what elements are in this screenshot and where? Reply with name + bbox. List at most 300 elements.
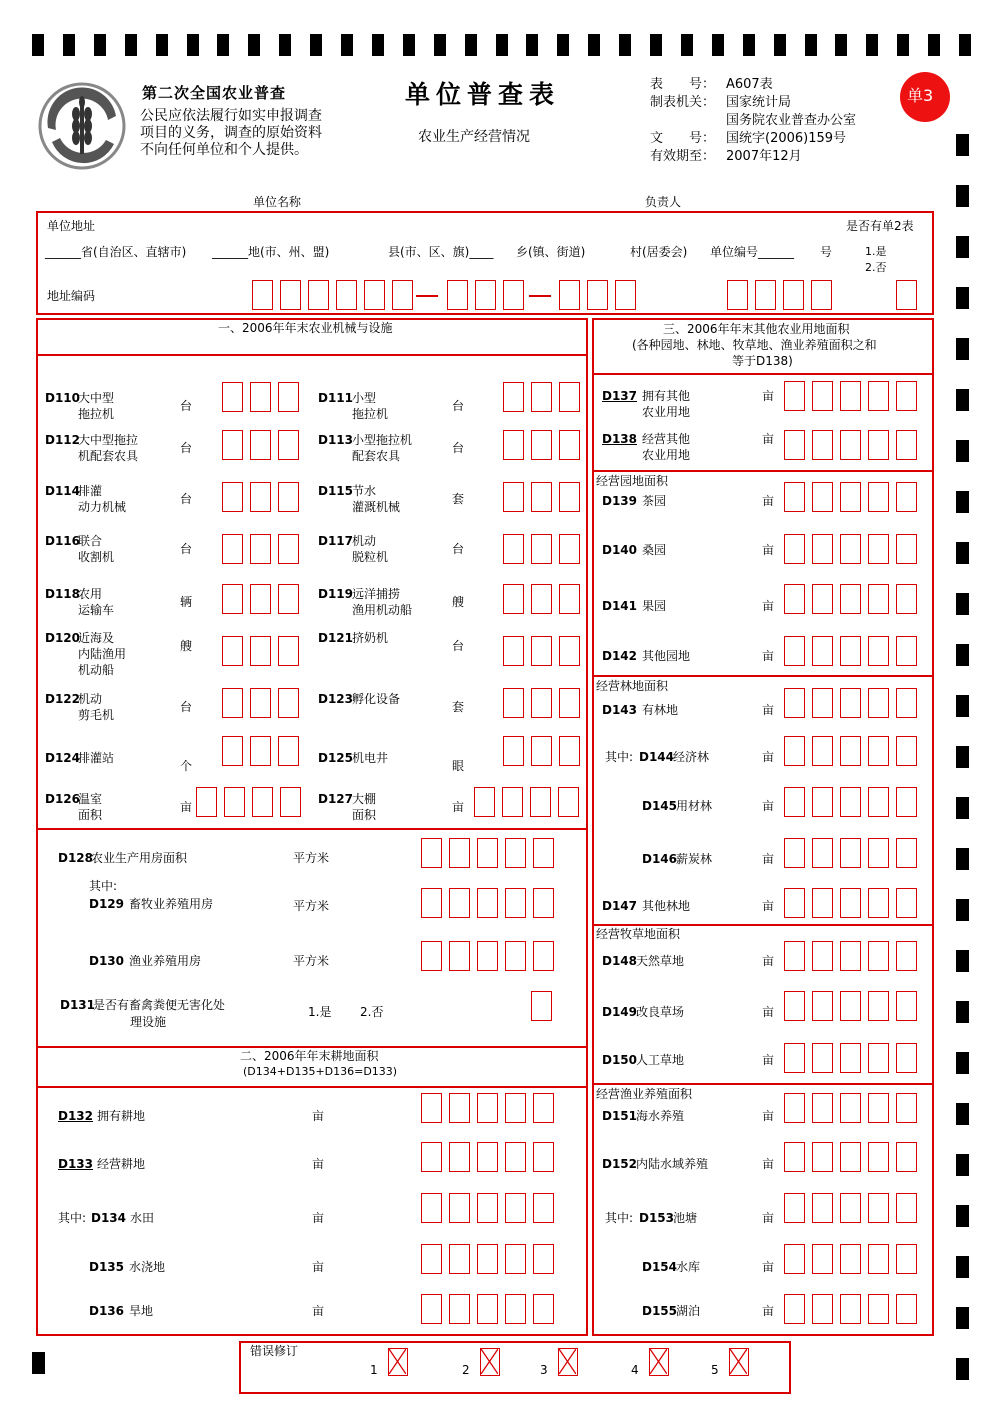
error-revision-box-5[interactable] <box>729 1348 749 1376</box>
legal-line-3: 不向任何单位和个人提供。 <box>140 142 308 158</box>
row-d120-digit-1[interactable] <box>222 636 243 666</box>
row-d137-digit-5[interactable] <box>896 381 917 411</box>
row-d142-digit-5[interactable] <box>896 636 917 666</box>
row-d145-digit-1[interactable] <box>784 787 805 817</box>
row-d144-code: D144 <box>639 750 675 764</box>
address-prefecture[interactable]: ______地(市、州、盟) <box>212 245 330 259</box>
form-subtitle: 农业生产经营情况 <box>418 129 530 145</box>
row-d142-unit: 亩 <box>762 649 775 663</box>
row-d154-digit-1[interactable] <box>784 1244 805 1274</box>
row-d146-label: 薪炭林 <box>676 852 713 866</box>
row-d139-digit-5[interactable] <box>896 482 917 512</box>
row-d135-digit-1[interactable] <box>421 1244 442 1274</box>
row-d129-digit-1[interactable] <box>421 888 442 918</box>
row-d124-digit-2[interactable] <box>250 736 271 766</box>
row-d146-digit-1[interactable] <box>784 838 805 868</box>
row-d152-digit-2[interactable] <box>812 1142 833 1172</box>
row-d141-digit-2[interactable] <box>812 584 833 614</box>
row-d137-digit-1[interactable] <box>784 381 805 411</box>
row-d127-digit-2[interactable] <box>502 787 523 817</box>
postcode-part1-digit-4[interactable] <box>336 280 357 310</box>
row-d138-digit-4[interactable] <box>868 430 889 460</box>
row-d141-digit-3[interactable] <box>840 584 861 614</box>
row-d142-digit-3[interactable] <box>840 636 861 666</box>
row-d145-label: 用材林 <box>676 799 713 813</box>
timing-mark <box>956 1256 969 1278</box>
row-d133-digit-4[interactable] <box>505 1142 526 1172</box>
row-d112-digit-3[interactable] <box>278 430 299 460</box>
row-d138-digit-2[interactable] <box>812 430 833 460</box>
row-d126-digit-1[interactable] <box>196 787 217 817</box>
postcode-part3-digit-2[interactable] <box>587 280 608 310</box>
row-d129-digit-3[interactable] <box>477 888 498 918</box>
row-d116-digit-2[interactable] <box>250 534 271 564</box>
row-d131-code: D131 <box>60 998 96 1012</box>
row-d144-label: 经济林 <box>673 750 710 764</box>
row-d113-digit-2[interactable] <box>531 430 552 460</box>
row-d113-unit: 台 <box>452 441 465 455</box>
row-d151-digit-1[interactable] <box>784 1093 805 1123</box>
row-d141-digit-5[interactable] <box>896 584 917 614</box>
timing-mark <box>959 34 971 56</box>
meta-row-1 <box>650 76 856 94</box>
row-d144-digit-1[interactable] <box>784 736 805 766</box>
row-d124-digit-1[interactable] <box>222 736 243 766</box>
row-d121-label: 挤奶机 <box>352 631 389 645</box>
row-d151-digit-4[interactable] <box>868 1093 889 1123</box>
row-d154-digit-4[interactable] <box>868 1244 889 1274</box>
timing-mark <box>956 185 969 207</box>
postcode-part2-digit-2[interactable] <box>475 280 496 310</box>
row-d151-digit-2[interactable] <box>812 1093 833 1123</box>
row-d136-digit-3[interactable] <box>477 1294 498 1324</box>
row-d147-digit-3[interactable] <box>840 888 861 918</box>
row-d142-digit-4[interactable] <box>868 636 889 666</box>
row-d143-digit-3[interactable] <box>840 688 861 718</box>
row-d148-unit: 亩 <box>762 954 775 968</box>
row-d122-label: 机动 <box>78 692 103 706</box>
row-d120-unit: 艘 <box>180 639 193 653</box>
sec3-grass-divider <box>592 924 934 926</box>
row-d140-digit-4[interactable] <box>868 534 889 564</box>
row-d150-digit-1[interactable] <box>784 1043 805 1073</box>
row-d139-digit-3[interactable] <box>840 482 861 512</box>
postcode-part1-digit-5[interactable] <box>364 280 385 310</box>
row-d116-label-2: 收割机 <box>78 550 115 564</box>
error-revision-box-1[interactable] <box>388 1348 408 1376</box>
row-d149-digit-1[interactable] <box>784 991 805 1021</box>
row-d155-unit: 亩 <box>762 1304 775 1318</box>
row-d133-digit-2[interactable] <box>449 1142 470 1172</box>
row-d120-digit-3[interactable] <box>278 636 299 666</box>
row-d121-unit: 台 <box>452 639 465 653</box>
row-d140-unit: 亩 <box>762 543 775 557</box>
timing-mark <box>156 34 168 56</box>
row-d116-unit: 台 <box>180 542 193 556</box>
error-revision-box-4[interactable] <box>649 1348 669 1376</box>
row-d115-label-2: 灌溉机械 <box>352 500 401 514</box>
row-d117-digit-3[interactable] <box>559 534 580 564</box>
row-d148-digit-4[interactable] <box>868 941 889 971</box>
unit-number-digit-1[interactable] <box>727 280 748 310</box>
postcode-part2-digit-3[interactable] <box>503 280 524 310</box>
row-d111-digit-2[interactable] <box>531 382 552 412</box>
row-d129-prefix: 其中: <box>89 879 118 893</box>
row-d138-digit-3[interactable] <box>840 430 861 460</box>
row-d143-digit-4[interactable] <box>868 688 889 718</box>
row-d129-digit-5[interactable] <box>533 888 554 918</box>
row-d128-digit-3[interactable] <box>477 838 498 868</box>
row-d149-digit-4[interactable] <box>868 991 889 1021</box>
row-d118-digit-1[interactable] <box>222 584 243 614</box>
row-d125-digit-2[interactable] <box>531 736 552 766</box>
unit-number-digit-3[interactable] <box>783 280 804 310</box>
row-d126-digit-3[interactable] <box>252 787 273 817</box>
row-d148-digit-1[interactable] <box>784 941 805 971</box>
timing-mark <box>774 34 786 56</box>
row-d146-digit-3[interactable] <box>840 838 861 868</box>
timing-mark <box>619 34 631 56</box>
row-d135-digit-3[interactable] <box>477 1244 498 1274</box>
row-d117-code: D117 <box>318 534 354 548</box>
row-d147-digit-5[interactable] <box>896 888 917 918</box>
row-d120-code: D120 <box>45 631 81 645</box>
row-d153-digit-2[interactable] <box>812 1193 833 1223</box>
sec3-title-divider <box>592 373 934 375</box>
row-d127-digit-4[interactable] <box>558 787 579 817</box>
row-d118-digit-2[interactable] <box>250 584 271 614</box>
row-d155-digit-3[interactable] <box>840 1294 861 1324</box>
unit-number[interactable]: 单位编号______ <box>710 245 795 259</box>
row-d115-digit-2[interactable] <box>531 482 552 512</box>
unit-name-label: 单位名称 <box>253 195 302 209</box>
row-d126-digit-4[interactable] <box>280 787 301 817</box>
postcode-part1-digit-1[interactable] <box>252 280 273 310</box>
row-d154-unit: 亩 <box>762 1260 775 1274</box>
postcode-part3-digit-1[interactable] <box>559 280 580 310</box>
timing-mark <box>681 34 693 56</box>
row-d124-unit: 个 <box>180 759 193 773</box>
row-d137-unit: 亩 <box>762 389 775 403</box>
row-d153-digit-3[interactable] <box>840 1193 861 1223</box>
timing-mark <box>650 34 662 56</box>
row-d140-digit-1[interactable] <box>784 534 805 564</box>
row-d128-code: D128 <box>58 851 94 865</box>
timing-mark <box>557 34 569 56</box>
row-d154-digit-3[interactable] <box>840 1244 861 1274</box>
postcode-part1-digit-2[interactable] <box>280 280 301 310</box>
row-d119-code: D119 <box>318 587 354 601</box>
row-d130-digit-1[interactable] <box>421 941 442 971</box>
row-d129-digit-4[interactable] <box>505 888 526 918</box>
row-d113-label: 小型拖拉机 <box>352 433 413 447</box>
row-d137-digit-3[interactable] <box>840 381 861 411</box>
row-d151-digit-5[interactable] <box>896 1093 917 1123</box>
row-d150-digit-5[interactable] <box>896 1043 917 1073</box>
row-d152-digit-3[interactable] <box>840 1142 861 1172</box>
row-d130-digit-4[interactable] <box>505 941 526 971</box>
row-d136-digit-2[interactable] <box>449 1294 470 1324</box>
row-d155-digit-5[interactable] <box>896 1294 917 1324</box>
row-d113-digit-3[interactable] <box>559 430 580 460</box>
row-d123-digit-3[interactable] <box>559 688 580 718</box>
row-d137-digit-2[interactable] <box>812 381 833 411</box>
row-d143-digit-5[interactable] <box>896 688 917 718</box>
row-d155-digit-4[interactable] <box>868 1294 889 1324</box>
row-d113-digit-1[interactable] <box>503 430 524 460</box>
address-township[interactable]: 乡(镇、街道) <box>516 245 586 259</box>
row-d134-digit-1[interactable] <box>421 1193 442 1223</box>
row-d128-digit-1[interactable] <box>421 838 442 868</box>
form-title: 单位普查表 <box>405 80 561 109</box>
row-d122-digit-2[interactable] <box>250 688 271 718</box>
row-d127-digit-3[interactable] <box>530 787 551 817</box>
row-d148-digit-3[interactable] <box>840 941 861 971</box>
row-d148-digit-5[interactable] <box>896 941 917 971</box>
row-d112-digit-1[interactable] <box>222 430 243 460</box>
row-d138-digit-5[interactable] <box>896 430 917 460</box>
row-d114-digit-3[interactable] <box>278 482 299 512</box>
row-d144-unit: 亩 <box>762 750 775 764</box>
row-d110-digit-3[interactable] <box>278 382 299 412</box>
row-d154-digit-5[interactable] <box>896 1244 917 1274</box>
row-d140-digit-3[interactable] <box>840 534 861 564</box>
row-d150-digit-4[interactable] <box>868 1043 889 1073</box>
timing-mark <box>187 34 199 56</box>
row-d152-digit-5[interactable] <box>896 1142 917 1172</box>
row-d141-digit-1[interactable] <box>784 584 805 614</box>
row-d128-digit-5[interactable] <box>533 838 554 868</box>
row-d112-label-2: 机配套农具 <box>78 449 139 463</box>
row-d150-digit-2[interactable] <box>812 1043 833 1073</box>
row-d144-digit-5[interactable] <box>896 736 917 766</box>
form-badge-text: 单3 <box>907 86 934 105</box>
timing-mark <box>956 746 969 768</box>
timing-mark <box>956 848 969 870</box>
row-d149-digit-3[interactable] <box>840 991 861 1021</box>
row-d137-label: 拥有其他 <box>642 389 691 403</box>
has-form2-label: 是否有单2表 <box>846 219 914 233</box>
timing-mark <box>956 1154 969 1176</box>
row-d134-digit-5[interactable] <box>533 1193 554 1223</box>
row-d151-unit: 亩 <box>762 1109 775 1123</box>
row-d155-digit-1[interactable] <box>784 1294 805 1324</box>
row-d141-digit-4[interactable] <box>868 584 889 614</box>
timing-mark <box>125 34 137 56</box>
row-d123-label: 孵化设备 <box>352 692 401 706</box>
row-d130-digit-3[interactable] <box>477 941 498 971</box>
row-d120-digit-2[interactable] <box>250 636 271 666</box>
row-d147-digit-4[interactable] <box>868 888 889 918</box>
row-d118-digit-3[interactable] <box>278 584 299 614</box>
row-d122-code: D122 <box>45 692 81 706</box>
row-d148-digit-2[interactable] <box>812 941 833 971</box>
row-d117-digit-1[interactable] <box>503 534 524 564</box>
row-d144-digit-4[interactable] <box>868 736 889 766</box>
row-d132-digit-1[interactable] <box>421 1093 442 1123</box>
row-d150-label: 人工草地 <box>636 1053 685 1067</box>
row-d114-digit-1[interactable] <box>222 482 243 512</box>
row-d128-digit-4[interactable] <box>505 838 526 868</box>
row-d115-digit-3[interactable] <box>559 482 580 512</box>
row-d114-unit: 台 <box>180 492 193 506</box>
row-d139-digit-4[interactable] <box>868 482 889 512</box>
address-village[interactable]: 村(居委会) <box>630 245 688 259</box>
row-d122-digit-3[interactable] <box>278 688 299 718</box>
timing-mark <box>341 34 353 56</box>
address-county[interactable]: 县(市、区、旗)____ <box>388 245 494 259</box>
row-d152-digit-1[interactable] <box>784 1142 805 1172</box>
row-d130-digit-5[interactable] <box>533 941 554 971</box>
row-d142-digit-1[interactable] <box>784 636 805 666</box>
row-d132-digit-4[interactable] <box>505 1093 526 1123</box>
row-d116-digit-3[interactable] <box>278 534 299 564</box>
row-d119-digit-3[interactable] <box>559 584 580 614</box>
row-d155-digit-2[interactable] <box>812 1294 833 1324</box>
error-revision-box-3[interactable] <box>558 1348 578 1376</box>
row-d145-digit-5[interactable] <box>896 787 917 817</box>
row-d131-digit-1[interactable] <box>531 991 552 1021</box>
timing-mark <box>279 34 291 56</box>
timing-mark <box>465 34 477 56</box>
unit-number-digit-4[interactable] <box>811 280 832 310</box>
row-d146-digit-5[interactable] <box>896 838 917 868</box>
row-d121-digit-3[interactable] <box>559 636 580 666</box>
row-d125-digit-1[interactable] <box>503 736 524 766</box>
row-d147-digit-1[interactable] <box>784 888 805 918</box>
row-d119-digit-2[interactable] <box>531 584 552 614</box>
row-d111-digit-1[interactable] <box>503 382 524 412</box>
row-d139-digit-2[interactable] <box>812 482 833 512</box>
row-d143-digit-1[interactable] <box>784 688 805 718</box>
row-d116-digit-1[interactable] <box>222 534 243 564</box>
row-d153-digit-4[interactable] <box>868 1193 889 1223</box>
row-d137-digit-4[interactable] <box>868 381 889 411</box>
row-d112-label: 大中型拖拉 <box>78 433 139 447</box>
timing-mark <box>956 797 969 819</box>
row-d123-digit-1[interactable] <box>503 688 524 718</box>
row-d132-digit-5[interactable] <box>533 1093 554 1123</box>
postcode-part1-digit-6[interactable] <box>392 280 413 310</box>
timing-mark <box>248 34 260 56</box>
row-d117-digit-2[interactable] <box>531 534 552 564</box>
timing-mark <box>956 389 969 411</box>
row-d139-digit-1[interactable] <box>784 482 805 512</box>
row-d110-digit-1[interactable] <box>222 382 243 412</box>
row-d134-digit-3[interactable] <box>477 1193 498 1223</box>
row-d134-digit-2[interactable] <box>449 1193 470 1223</box>
row-d111-label-2: 拖拉机 <box>352 407 389 421</box>
row-d144-digit-3[interactable] <box>840 736 861 766</box>
row-d110-digit-2[interactable] <box>250 382 271 412</box>
row-d110-unit: 台 <box>180 399 193 413</box>
timing-mark <box>956 338 969 360</box>
row-d133-digit-5[interactable] <box>533 1142 554 1172</box>
sec1-title: 一、2006年年末农业机械与设施 <box>218 321 393 335</box>
row-d143-digit-2[interactable] <box>812 688 833 718</box>
postcode-part3-digit-3[interactable] <box>615 280 636 310</box>
meta-value: 国统字(2006)159号 <box>726 131 847 146</box>
row-d127-digit-1[interactable] <box>474 787 495 817</box>
row-d136-digit-4[interactable] <box>505 1294 526 1324</box>
row-d136-digit-5[interactable] <box>533 1294 554 1324</box>
row-d147-digit-2[interactable] <box>812 888 833 918</box>
row-d135-digit-5[interactable] <box>533 1244 554 1274</box>
row-d124-digit-3[interactable] <box>278 736 299 766</box>
sec3-subtitle-1: (各种园地、林地、牧草地、渔业养殖面积之和 <box>632 338 877 352</box>
row-d136-digit-1[interactable] <box>421 1294 442 1324</box>
unit-number-digit-2[interactable] <box>755 280 776 310</box>
address-province[interactable]: ______省(自治区、直辖市) <box>45 245 187 259</box>
row-d146-digit-2[interactable] <box>812 838 833 868</box>
row-d120-label-3: 机动船 <box>78 663 115 677</box>
timing-mark <box>956 287 969 309</box>
row-d112-digit-2[interactable] <box>250 430 271 460</box>
row-d133-digit-3[interactable] <box>477 1142 498 1172</box>
row-d140-digit-2[interactable] <box>812 534 833 564</box>
row-d150-digit-3[interactable] <box>840 1043 861 1073</box>
row-d135-digit-4[interactable] <box>505 1244 526 1274</box>
has-form2-digit-1[interactable] <box>896 280 917 310</box>
row-d134-digit-4[interactable] <box>505 1193 526 1223</box>
row-d149-digit-2[interactable] <box>812 991 833 1021</box>
row-d111-code: D111 <box>318 391 354 405</box>
row-d130-digit-2[interactable] <box>449 941 470 971</box>
timing-mark <box>94 34 106 56</box>
row-d114-digit-2[interactable] <box>250 482 271 512</box>
row-d125-digit-3[interactable] <box>559 736 580 766</box>
error-revision-box-2[interactable] <box>480 1348 500 1376</box>
row-d154-digit-2[interactable] <box>812 1244 833 1274</box>
row-d111-digit-3[interactable] <box>559 382 580 412</box>
row-d138-digit-1[interactable] <box>784 430 805 460</box>
unit-number-suffix: 号 <box>820 245 833 259</box>
row-d153-digit-1[interactable] <box>784 1193 805 1223</box>
postcode-part2-digit-1[interactable] <box>447 280 468 310</box>
row-d126-digit-2[interactable] <box>224 787 245 817</box>
row-d145-digit-3[interactable] <box>840 787 861 817</box>
row-d153-digit-5[interactable] <box>896 1193 917 1223</box>
row-d140-digit-5[interactable] <box>896 534 917 564</box>
meta-key: 制表机关： <box>650 95 716 110</box>
row-d121-digit-1[interactable] <box>503 636 524 666</box>
row-d121-digit-2[interactable] <box>531 636 552 666</box>
row-d122-digit-1[interactable] <box>222 688 243 718</box>
row-d129-digit-2[interactable] <box>449 888 470 918</box>
row-d152-digit-4[interactable] <box>868 1142 889 1172</box>
row-d128-digit-2[interactable] <box>449 838 470 868</box>
row-d144-digit-2[interactable] <box>812 736 833 766</box>
row-d143-label: 有林地 <box>642 703 679 717</box>
row-d123-digit-2[interactable] <box>531 688 552 718</box>
row-d133-digit-1[interactable] <box>421 1142 442 1172</box>
row-d115-digit-1[interactable] <box>503 482 524 512</box>
row-d127-label-2: 面积 <box>352 808 377 822</box>
timing-mark <box>956 236 969 258</box>
row-d142-digit-2[interactable] <box>812 636 833 666</box>
row-d132-digit-3[interactable] <box>477 1093 498 1123</box>
row-d146-digit-4[interactable] <box>868 838 889 868</box>
row-d149-digit-5[interactable] <box>896 991 917 1021</box>
postcode-part1-digit-3[interactable] <box>308 280 329 310</box>
row-d147-code: D147 <box>602 899 638 913</box>
row-d145-digit-4[interactable] <box>868 787 889 817</box>
row-d135-digit-2[interactable] <box>449 1244 470 1274</box>
row-d151-digit-3[interactable] <box>840 1093 861 1123</box>
row-d132-digit-2[interactable] <box>449 1093 470 1123</box>
row-d145-digit-2[interactable] <box>812 787 833 817</box>
row-d119-digit-1[interactable] <box>503 584 524 614</box>
